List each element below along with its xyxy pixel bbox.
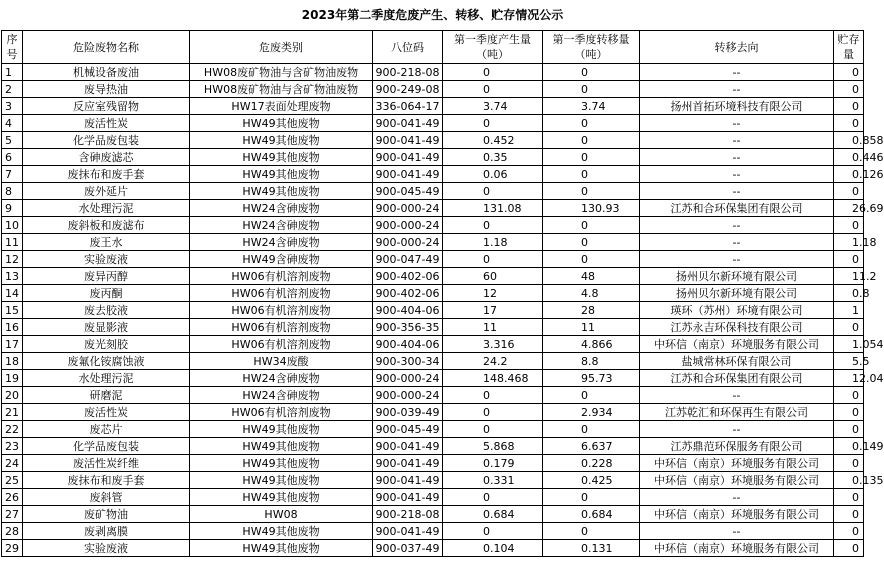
cell-produced: 0 (443, 387, 543, 404)
cell-transferred: 0.425 (543, 472, 640, 489)
cell-produced: 0 (443, 115, 543, 132)
cell-category: HW06有机溶剂废物 (190, 336, 373, 353)
header-produced: 第一季度产生量（吨） (443, 31, 543, 64)
cell-category: HW08废矿物油与含矿物油废物 (190, 81, 373, 98)
table-row (2, 234, 864, 251)
cell-produced: 3.316 (443, 336, 543, 353)
cell-seq: 10 (2, 217, 23, 234)
cell-code: 900-000-24 (373, 370, 443, 387)
cell-destination: -- (640, 234, 834, 251)
cell-storage: 0 (834, 115, 864, 132)
cell-category: HW49其他废物 (190, 455, 373, 472)
cell-destination: -- (640, 523, 834, 540)
table-row (2, 200, 864, 217)
cell-seq: 15 (2, 302, 23, 319)
cell-category: HW49其他废物 (190, 472, 373, 489)
cell-waste-name: 废活性炭纤维 (23, 455, 190, 472)
cell-transferred: 0 (543, 64, 640, 81)
cell-storage: 0 (834, 404, 864, 421)
cell-transferred: 0 (543, 149, 640, 166)
cell-storage: 0 (834, 421, 864, 438)
table-body (2, 64, 884, 557)
cell-storage: 0.135 (834, 472, 864, 489)
cell-destination: 江苏永吉环保科技有限公司 (640, 319, 834, 336)
cell-seq: 21 (2, 404, 23, 421)
cell-destination: 中环信（南京）环境服务有限公司 (640, 472, 834, 489)
cell-waste-name: 废活性炭 (23, 115, 190, 132)
cell-transferred: 2.934 (543, 404, 640, 421)
cell-category: HW08 (190, 506, 373, 523)
cell-seq: 14 (2, 285, 23, 302)
cell-waste-name: 废光刻胶 (23, 336, 190, 353)
cell-destination: -- (640, 81, 834, 98)
cell-code: 900-041-49 (373, 523, 443, 540)
cell-destination: -- (640, 166, 834, 183)
cell-waste-name: 含砷废滤芯 (23, 149, 190, 166)
cell-transferred: 0 (543, 166, 640, 183)
cell-seq: 9 (2, 200, 23, 217)
cell-destination: 江苏和合环保集团有限公司 (640, 370, 834, 387)
cell-storage: 0 (834, 98, 864, 115)
cell-seq: 25 (2, 472, 23, 489)
cell-code: 900-041-49 (373, 166, 443, 183)
cell-category: HW49其他废物 (190, 183, 373, 200)
cell-produced: 0.452 (443, 132, 543, 149)
table-row (2, 370, 864, 387)
cell-produced: 12 (443, 285, 543, 302)
cell-category: HW49其他废物 (190, 132, 373, 149)
cell-seq: 24 (2, 455, 23, 472)
cell-code: 900-000-24 (373, 387, 443, 404)
cell-seq: 6 (2, 149, 23, 166)
cell-produced: 0.179 (443, 455, 543, 472)
cell-waste-name: 水处理污泥 (23, 370, 190, 387)
table-row (2, 132, 864, 149)
cell-destination: -- (640, 421, 834, 438)
cell-seq: 17 (2, 336, 23, 353)
cell-produced: 131.08 (443, 200, 543, 217)
cell-transferred: 8.8 (543, 353, 640, 370)
cell-waste-name: 反应室残留物 (23, 98, 190, 115)
cell-waste-name: 废斜管 (23, 489, 190, 506)
table-row (2, 217, 864, 234)
cell-transferred: 48 (543, 268, 640, 285)
cell-storage: 0 (834, 506, 864, 523)
cell-destination: 盐城常林环保有限公司 (640, 353, 834, 370)
cell-waste-name: 化学品废包装 (23, 132, 190, 149)
cell-destination: 江苏乾汇和环保再生有限公司 (640, 404, 834, 421)
cell-waste-name: 废显影液 (23, 319, 190, 336)
cell-code: 900-000-24 (373, 200, 443, 217)
table-row (2, 302, 864, 319)
cell-destination: -- (640, 217, 834, 234)
header-row (2, 31, 864, 64)
cell-storage: 11.2 (834, 268, 864, 285)
cell-storage: 26.69 (834, 200, 864, 217)
cell-category: HW06有机溶剂废物 (190, 268, 373, 285)
cell-waste-name: 废抹布和废手套 (23, 472, 190, 489)
cell-category: HW49其他废物 (190, 523, 373, 540)
cell-category: HW49其他废物 (190, 489, 373, 506)
cell-waste-name: 水处理污泥 (23, 200, 190, 217)
header-transferred: 第一季度转移量（吨） (543, 31, 640, 64)
cell-waste-name: 废外延片 (23, 183, 190, 200)
cell-storage: 0 (834, 251, 864, 268)
cell-destination: -- (640, 64, 834, 81)
cell-seq: 18 (2, 353, 23, 370)
cell-storage: 0 (834, 455, 864, 472)
cell-category: HW17表面处理废物 (190, 98, 373, 115)
cell-storage: 0 (834, 319, 864, 336)
cell-destination: 中环信（南京）环境服务有限公司 (640, 506, 834, 523)
cell-category: HW08废矿物油与含矿物油废物 (190, 64, 373, 81)
cell-destination: 扬州贝尔新环境有限公司 (640, 268, 834, 285)
cell-destination: 中环信（南京）环境服务有限公司 (640, 336, 834, 353)
cell-waste-name: 废矿物油 (23, 506, 190, 523)
cell-destination: 扬州首拓环境科技有限公司 (640, 98, 834, 115)
cell-transferred: 0 (543, 81, 640, 98)
table-row (2, 98, 864, 115)
cell-transferred: 0 (543, 421, 640, 438)
table-row (2, 268, 864, 285)
cell-produced: 1.18 (443, 234, 543, 251)
cell-category: HW06有机溶剂废物 (190, 302, 373, 319)
cell-code: 900-041-49 (373, 149, 443, 166)
cell-waste-name: 废去胶液 (23, 302, 190, 319)
cell-transferred: 95.73 (543, 370, 640, 387)
table-row (2, 472, 864, 489)
cell-code: 336-064-17 (373, 98, 443, 115)
cell-seq: 1 (2, 64, 23, 81)
cell-destination: -- (640, 387, 834, 404)
cell-waste-name: 废氟化铵腐蚀液 (23, 353, 190, 370)
cell-waste-name: 废活性炭 (23, 404, 190, 421)
cell-transferred: 130.93 (543, 200, 640, 217)
cell-storage: 0.858 (834, 132, 864, 149)
cell-storage: 0 (834, 217, 864, 234)
table-row (2, 353, 864, 370)
cell-seq: 19 (2, 370, 23, 387)
header-storage: 贮存量 (834, 31, 864, 64)
cell-seq: 12 (2, 251, 23, 268)
cell-produced: 60 (443, 268, 543, 285)
cell-produced: 11 (443, 319, 543, 336)
cell-destination: -- (640, 115, 834, 132)
table-row (2, 149, 864, 166)
cell-code: 900-041-49 (373, 472, 443, 489)
cell-produced: 0 (443, 81, 543, 98)
cell-code: 900-000-24 (373, 217, 443, 234)
cell-transferred: 0 (543, 251, 640, 268)
cell-transferred: 0 (543, 183, 640, 200)
cell-waste-name: 机械设备废油 (23, 64, 190, 81)
cell-transferred: 3.74 (543, 98, 640, 115)
cell-waste-name: 废异丙醇 (23, 268, 190, 285)
cell-transferred: 0.684 (543, 506, 640, 523)
cell-produced: 0 (443, 404, 543, 421)
cell-transferred: 0 (543, 115, 640, 132)
cell-produced: 0 (443, 64, 543, 81)
table-row (2, 64, 864, 81)
cell-seq: 22 (2, 421, 23, 438)
cell-storage: 1.054 (834, 336, 864, 353)
cell-produced: 0.104 (443, 540, 543, 557)
cell-seq: 13 (2, 268, 23, 285)
cell-destination: -- (640, 132, 834, 149)
cell-produced: 0 (443, 183, 543, 200)
table-row (2, 540, 864, 557)
cell-seq: 27 (2, 506, 23, 523)
cell-category: HW06有机溶剂废物 (190, 285, 373, 302)
cell-code: 900-041-49 (373, 489, 443, 506)
document-title: 2023年第二季度危废产生、转移、贮存情况公示 (301, 8, 564, 22)
cell-produced: 0 (443, 217, 543, 234)
cell-destination: 中环信（南京）环境服务有限公司 (640, 540, 834, 557)
cell-storage: 0.126 (834, 166, 864, 183)
cell-storage: 1 (834, 302, 864, 319)
cell-seq: 3 (2, 98, 23, 115)
cell-category: HW49其他废物 (190, 438, 373, 455)
cell-waste-name: 研磨泥 (23, 387, 190, 404)
table-row (2, 251, 864, 268)
cell-category: HW24含砷废物 (190, 387, 373, 404)
header-destination: 转移去向 (640, 31, 834, 64)
cell-code: 900-039-49 (373, 404, 443, 421)
cell-produced: 17 (443, 302, 543, 319)
cell-category: HW49其他废物 (190, 149, 373, 166)
table-row (2, 81, 864, 98)
cell-code: 900-045-49 (373, 421, 443, 438)
table-row (2, 183, 864, 200)
cell-seq: 26 (2, 489, 23, 506)
cell-produced: 3.74 (443, 98, 543, 115)
cell-produced: 0.684 (443, 506, 543, 523)
cell-transferred: 11 (543, 319, 640, 336)
cell-category: HW49其他废物 (190, 115, 373, 132)
table-row (2, 506, 864, 523)
cell-transferred: 28 (543, 302, 640, 319)
table-row (2, 319, 864, 336)
cell-destination: 江苏鼎范环保服务有限公司 (640, 438, 834, 455)
cell-code: 900-356-35 (373, 319, 443, 336)
cell-seq: 23 (2, 438, 23, 455)
cell-storage: 0.149 (834, 438, 864, 455)
cell-code: 900-041-49 (373, 438, 443, 455)
cell-transferred: 0 (543, 132, 640, 149)
cell-storage: 0 (834, 81, 864, 98)
cell-produced: 0.06 (443, 166, 543, 183)
cell-code: 900-218-08 (373, 64, 443, 81)
cell-storage: 0 (834, 489, 864, 506)
cell-code: 900-047-49 (373, 251, 443, 268)
cell-code: 900-000-24 (373, 234, 443, 251)
cell-storage: 0.446 (834, 149, 864, 166)
cell-category: HW49其他废物 (190, 421, 373, 438)
cell-destination: 江苏和合环保集团有限公司 (640, 200, 834, 217)
table-row (2, 455, 864, 472)
cell-seq: 28 (2, 523, 23, 540)
cell-transferred: 0 (543, 387, 640, 404)
cell-destination: 瑛环（苏州）环境有限公司 (640, 302, 834, 319)
cell-category: HW24含砷废物 (190, 200, 373, 217)
cell-category: HW49其他废物 (190, 166, 373, 183)
cell-code: 900-402-06 (373, 268, 443, 285)
cell-storage: 0.8 (834, 285, 864, 302)
cell-transferred: 6.637 (543, 438, 640, 455)
header-waste-name: 危险废物名称 (23, 31, 190, 64)
cell-destination: 中环信（南京）环境服务有限公司 (640, 455, 834, 472)
cell-transferred: 4.866 (543, 336, 640, 353)
cell-produced: 0 (443, 421, 543, 438)
cell-waste-name: 废抹布和废手套 (23, 166, 190, 183)
cell-waste-name: 废芯片 (23, 421, 190, 438)
cell-code: 900-249-08 (373, 81, 443, 98)
cell-code: 900-218-08 (373, 506, 443, 523)
cell-category: HW06有机溶剂废物 (190, 404, 373, 421)
cell-waste-name: 废丙酮 (23, 285, 190, 302)
cell-transferred: 0 (543, 489, 640, 506)
cell-storage: 0 (834, 183, 864, 200)
cell-category: HW24含砷废物 (190, 370, 373, 387)
cell-storage: 0 (834, 540, 864, 557)
cell-code: 900-045-49 (373, 183, 443, 200)
table-row (2, 404, 864, 421)
table-row (2, 489, 864, 506)
table-row (2, 336, 864, 353)
cell-destination: 扬州贝尔新环境有限公司 (640, 285, 834, 302)
cell-waste-name: 实验废液 (23, 540, 190, 557)
table-row (2, 285, 864, 302)
cell-code: 900-041-49 (373, 132, 443, 149)
cell-code: 900-404-06 (373, 302, 443, 319)
table-row (2, 387, 864, 404)
cell-produced: 5.868 (443, 438, 543, 455)
cell-destination: -- (640, 251, 834, 268)
cell-destination: -- (640, 183, 834, 200)
cell-seq: 2 (2, 81, 23, 98)
cell-storage: 0 (834, 523, 864, 540)
cell-seq: 29 (2, 540, 23, 557)
hazardous-waste-table (1, 30, 884, 557)
cell-transferred: 4.8 (543, 285, 640, 302)
cell-produced: 0 (443, 489, 543, 506)
cell-produced: 0 (443, 251, 543, 268)
cell-transferred: 0 (543, 217, 640, 234)
cell-storage: 0 (834, 387, 864, 404)
cell-waste-name: 废王水 (23, 234, 190, 251)
cell-transferred: 0.228 (543, 455, 640, 472)
header-code: 八位码 (373, 31, 443, 64)
header-category: 危废类别 (190, 31, 373, 64)
cell-produced: 0.35 (443, 149, 543, 166)
cell-transferred: 0 (543, 234, 640, 251)
cell-produced: 24.2 (443, 353, 543, 370)
cell-seq: 5 (2, 132, 23, 149)
cell-storage: 1.18 (834, 234, 864, 251)
cell-waste-name: 实验废液 (23, 251, 190, 268)
cell-code: 900-300-34 (373, 353, 443, 370)
table-row (2, 421, 864, 438)
cell-seq: 4 (2, 115, 23, 132)
table-row (2, 166, 864, 183)
table-row (2, 115, 864, 132)
cell-seq: 7 (2, 166, 23, 183)
cell-waste-name: 废导热油 (23, 81, 190, 98)
cell-storage: 0 (834, 64, 864, 81)
cell-produced: 148.468 (443, 370, 543, 387)
table-header (2, 31, 864, 64)
cell-storage: 5.5 (834, 353, 864, 370)
cell-code: 900-041-49 (373, 455, 443, 472)
cell-code: 900-404-06 (373, 336, 443, 353)
cell-code: 900-041-49 (373, 115, 443, 132)
cell-category: HW49含砷废物 (190, 251, 373, 268)
cell-produced: 0.331 (443, 472, 543, 489)
cell-storage: 12.04 (834, 370, 864, 387)
cell-code: 900-037-49 (373, 540, 443, 557)
cell-waste-name: 化学品废包装 (23, 438, 190, 455)
table-row (2, 523, 864, 540)
cell-category: HW34废酸 (190, 353, 373, 370)
cell-category: HW24含砷废物 (190, 234, 373, 251)
cell-category: HW24含砷废物 (190, 217, 373, 234)
cell-destination: -- (640, 489, 834, 506)
cell-produced: 0 (443, 523, 543, 540)
cell-seq: 16 (2, 319, 23, 336)
cell-destination: -- (640, 149, 834, 166)
cell-category: HW06有机溶剂废物 (190, 319, 373, 336)
table-row (2, 438, 864, 455)
cell-seq: 20 (2, 387, 23, 404)
cell-transferred: 0.131 (543, 540, 640, 557)
cell-waste-name: 废斜板和废滤布 (23, 217, 190, 234)
cell-seq: 8 (2, 183, 23, 200)
cell-category: HW49其他废物 (190, 540, 373, 557)
cell-waste-name: 废剥离膜 (23, 523, 190, 540)
cell-seq: 11 (2, 234, 23, 251)
cell-transferred: 0 (543, 523, 640, 540)
header-seq: 序号 (2, 31, 23, 64)
cell-code: 900-402-06 (373, 285, 443, 302)
